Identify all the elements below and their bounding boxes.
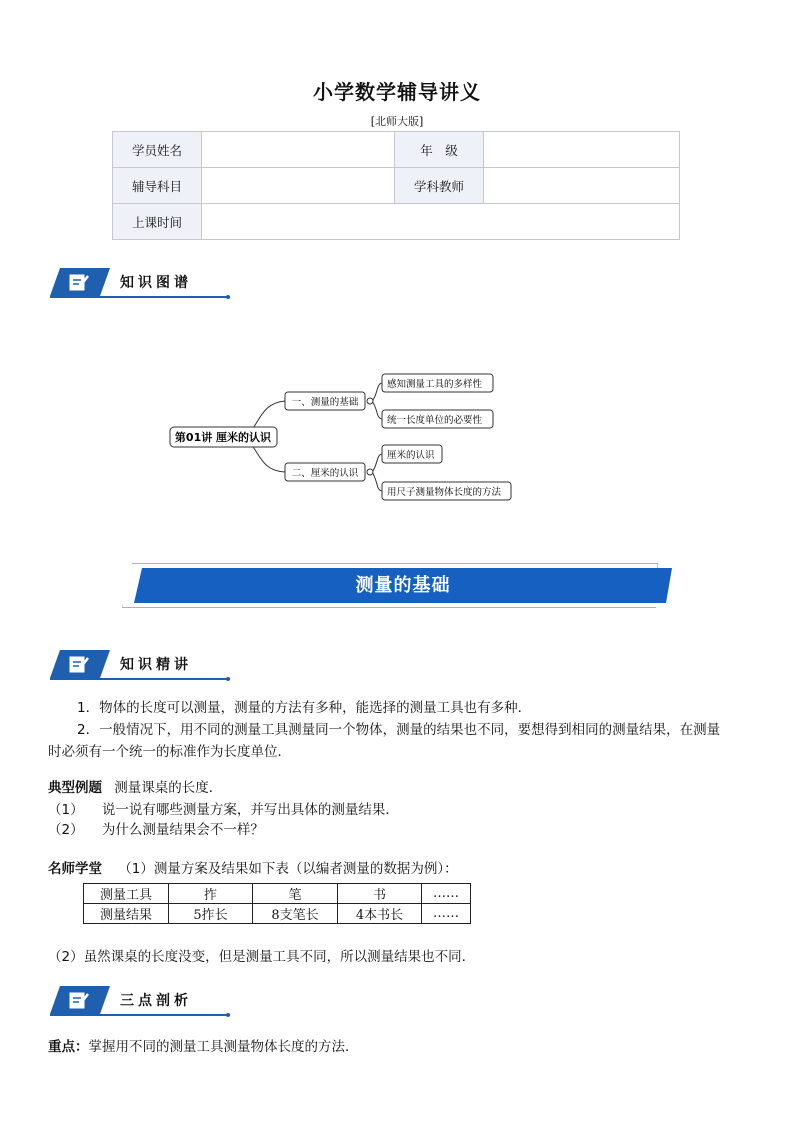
section-header-three-points [50, 986, 230, 1018]
section-underline-dot [226, 1013, 230, 1017]
student-name-label: 学员姓名 [113, 132, 202, 168]
point-1: 1．物体的长度可以测量，测量的方法有多种，能选择的测量工具也有多种． [77, 700, 532, 716]
student-info-table [112, 131, 680, 240]
teacher-field[interactable] [484, 168, 680, 204]
leaf-label: 厘米的认识 [387, 450, 435, 461]
subject-field[interactable] [202, 168, 395, 204]
point-2-line-1: 2．一般情况下，用不同的测量工具测量同一个物体，测量的结果也不同，要想得到相同的测量结果，在测量 [77, 722, 721, 738]
question-1 [48, 799, 399, 821]
example-label: 典型例题 [48, 780, 102, 796]
notepad-pencil-icon [68, 272, 90, 292]
question-2-number: （2） [48, 822, 84, 838]
section-underline-dot [226, 677, 230, 681]
mind-map-leaf [382, 374, 493, 392]
teacher-text: （1）测量方案及结果如下表（以编者测量的数据为例）： [118, 861, 458, 877]
page-title: 小学数学辅导讲义 [313, 80, 481, 104]
section-header-knowledge-explain [50, 650, 230, 682]
table-cell: 测量工具 [84, 884, 169, 904]
class-time-field[interactable] [202, 204, 680, 240]
key-point [48, 1036, 359, 1058]
answer-2: （2）虽然课桌的长度没变，但是测量工具不同，所以测量结果也不同． [48, 949, 476, 965]
example-line [48, 777, 222, 799]
table-cell: 拃 [169, 884, 253, 904]
section-title: 知识图谱 [120, 275, 192, 291]
table-cell: 4本书长 [338, 904, 422, 924]
teacher-line [48, 858, 458, 880]
table-row [84, 884, 471, 904]
table-cell: …… [422, 904, 471, 924]
grade-field[interactable] [484, 132, 680, 168]
class-time-label: 上课时间 [113, 204, 202, 240]
table-cell: …… [422, 884, 471, 904]
section-underline [50, 678, 230, 680]
section-title: 知识精讲 [120, 657, 192, 673]
teacher-label: 名师学堂 [48, 861, 102, 877]
section-title: 三点剖析 [120, 993, 192, 1009]
question-2-text: 为什么测量结果会不一样？ [101, 822, 264, 838]
question-2 [48, 819, 264, 841]
mind-map-leaf [382, 410, 493, 428]
branch-1-label: 一、测量的基础 [291, 397, 359, 408]
table-cell: 测量结果 [84, 904, 169, 924]
mind-map-leaf [382, 482, 511, 500]
mind-map [160, 365, 530, 505]
edition-label: [北师大版] [370, 115, 424, 128]
table-cell: 8支笔长 [253, 904, 338, 924]
leaf-label: 统一长度单位的必要性 [387, 415, 483, 426]
question-1-text: 说一说有哪些测量方案，并写出具体的测量结果． [101, 802, 399, 818]
teacher-label: 学科教师 [395, 168, 484, 204]
mind-map-branch-2 [285, 463, 373, 481]
table-cell: 书 [338, 884, 422, 904]
example-text: 测量课桌的长度． [114, 780, 223, 796]
leaf-label: 感知测量工具的多样性 [387, 379, 483, 390]
banner-title: 测量的基础 [355, 575, 451, 596]
student-name-field[interactable] [202, 132, 395, 168]
section-underline [50, 1014, 230, 1016]
key-text: 掌握用不同的测量工具测量物体长度的方法． [88, 1039, 359, 1055]
leaf-label: 用尺子测量物体长度的方法 [387, 487, 502, 498]
mind-map-root-label: 第01讲 厘米的认识 [174, 431, 272, 444]
measure-table [83, 883, 471, 924]
topic-banner [122, 563, 672, 608]
question-1-number: （1） [48, 802, 84, 818]
grade-label: 年 级 [395, 132, 484, 168]
section-underline [50, 296, 230, 298]
mind-map-root [170, 427, 277, 447]
table-row [84, 904, 471, 924]
notepad-pencil-icon [68, 654, 90, 674]
subject-label: 辅导科目 [113, 168, 202, 204]
table-cell: 笔 [253, 884, 338, 904]
point-2-line-2: 时必须有一个统一的标准作为长度单位． [48, 744, 291, 760]
mind-map-leaf [382, 445, 442, 463]
mind-map-branch-1 [285, 392, 373, 410]
branch-2-label: 二、厘米的认识 [291, 468, 359, 479]
section-underline-dot [226, 295, 230, 299]
table-cell: 5拃长 [169, 904, 253, 924]
key-label: 重点： [48, 1039, 89, 1055]
notepad-pencil-icon [68, 990, 90, 1010]
section-header-knowledge-map [50, 268, 230, 300]
